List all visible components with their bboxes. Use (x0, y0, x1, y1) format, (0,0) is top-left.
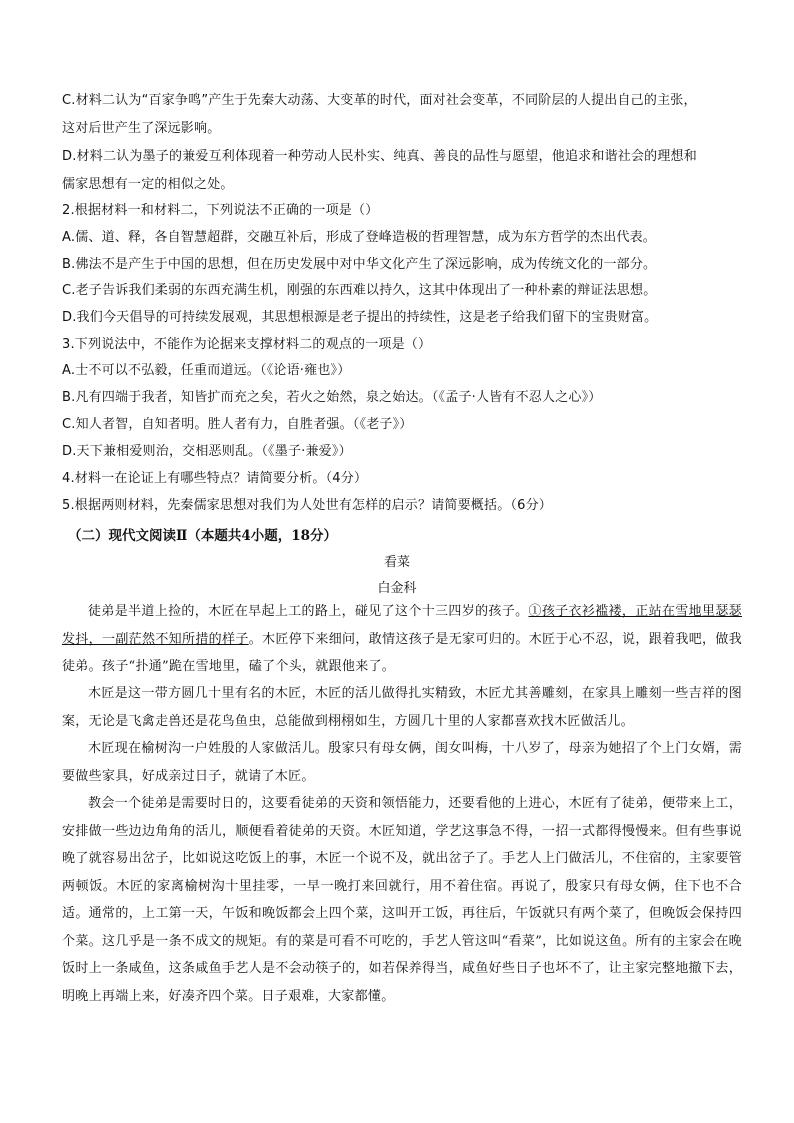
option-c-line2: 这对后世产生了深远影响。 (62, 121, 221, 136)
question-5: 5.根据两则材料，先秦儒家思想对我们为人处世有怎样的启示？请简要概括。（6分） (62, 498, 552, 513)
question-4: 4.材料一在论证上有哪些特点？请简要分析。（4分） (62, 471, 368, 486)
paragraph-1-part1: 徒弟是半道上捡的，木匠在早起上工的路上，碰见了这个十三四岁的孩子。 (88, 604, 529, 619)
q3-option-a: A.士不可以不弘毅，任重而道远。（《论语·雍也》） (62, 363, 351, 378)
q2-option-b: B.佛法不是产生于中国的思想，但在历史发展中对中华文化产生了深远影响，成为传统文化的一部分。 (62, 257, 657, 272)
article-title: 看菜 (383, 555, 410, 570)
paragraph-3: 木匠现在榆树沟一户姓殷的人家做活儿。殷家只有母女俩，闺女叫梅，十八岁了，母亲为她招了个上门女婿，需要做些家具，好成亲过日子，就请了木匠。 (62, 741, 742, 784)
q3-option-d: D.天下兼相爱则治，交相恶则乱。（《墨子·兼爱》） (62, 444, 352, 459)
option-d-line2: 儒家思想有一定的相似之处。 (62, 177, 234, 192)
question-2: 2.根据材料一和材料二，下列说法不正确的一项是（） (62, 203, 379, 218)
question-3: 3.下列说法中，不能作为论据来支撑材料二的观点的一项是（） (62, 337, 432, 352)
q2-option-d: D.我们今天倡导的可持续发展观，其思想根源是老子提出的持续性，这是老子给我们留下的宝贵财富。 (62, 310, 658, 325)
section-heading: （二）现代文阅读Ⅱ（本题共4小题，18分） (68, 528, 338, 544)
underlined-sentence-1: ①孩子衣衫褴褛，正站在雪地里瑟瑟发抖，一副茫然不知所措的样子 (62, 604, 742, 647)
q2-option-c: C.老子告诉我们柔弱的东西充满生机，刚强的东西难以持久，这其中体现出了一种朴素的辩证法思想。 (62, 283, 657, 298)
paragraph-1 (62, 598, 742, 681)
paragraph-4: 教会一个徒弟是需要时日的，这要看徒弟的天资和领悟能力，还要看他的上进心，木匠有了徒弟，便带来上工，安排做一些边边角角的活儿，顺便看着徒弟的天资。木匠知道，学艺这事急不得，一招一式都得慢慢来。但有些事说晚了就容易出岔子，比如说这吃饭上的事，木匠一个说不及，就出岔子了。手艺人上门做活儿，不住宿的，主家要管两顿饭。木匠的家离榆树沟十里挂零，一早一晚打来回就行，用不着住宿。再说了，殷家只有母女俩，住下也不合适。通常的，上工第一天，午饭和晚饭都会上四个菜，这叫开工饭，再往后，午饭就只有两个菜了，但晚饭会保持四个菜。这几乎是一条不成文的规矩。有的菜是可看不可吃的，手艺人管这叫“看菜”，比如说这鱼。所有的主家会在晚饭时上一条咸鱼，这条咸鱼手艺人是不会动筷子的，如若保养得当，咸鱼好些日子也坏不了，让主家完整地撤下去，明晚上再端上来，好凑齐四个菜。日子艰难，大家都懂。 (62, 796, 742, 1004)
option-d-line1: D.材料二认为墨子的兼爱互利体现着一种劳动人民朴实、纯真、善良的品性与愿望，他追求和谐社会的理想和 (62, 149, 697, 164)
paragraph-1-part2: 。木匠停下来细问，敢情这孩子是无家可归的。木匠于心不忍，说，跟着我吧，做我徒弟。孩子“扑通”跪在雪地里，磕了个头，就跟他来了。 (62, 631, 743, 674)
q3-option-b: B.凡有四端于我者，知皆扩而充之矣，若火之始然，泉之始达。（《孟子·人皆有不忍人之心》） (62, 390, 602, 405)
paragraph-2: 木匠是这一带方圆几十里有名的木匠，木匠的活儿做得扎实精致，木匠尤其善雕刻，在家具上雕刻一些吉祥的图案，无论是飞禽走兽还是花鸟鱼虫，总能做到栩栩如生，方圆几十里的人家都喜欢找木匠做活儿。 (62, 686, 742, 729)
q3-option-c: C.知人者智，自知者明。胜人者有力，自胜者强。（《老子》） (62, 417, 413, 432)
article-author: 白金科 (377, 581, 417, 596)
option-c-line1: C.材料二认为“百家争鸣”产生于先秦大动荡、大变革的时代，面对社会变革，不同阶层的人提出自己的主张， (62, 93, 697, 108)
q2-option-a: A.儒、道、释，各自智慧超群，交融互补后，形成了登峰造极的哲理智慧，成为东方哲学的杰出代表。 (62, 230, 656, 245)
